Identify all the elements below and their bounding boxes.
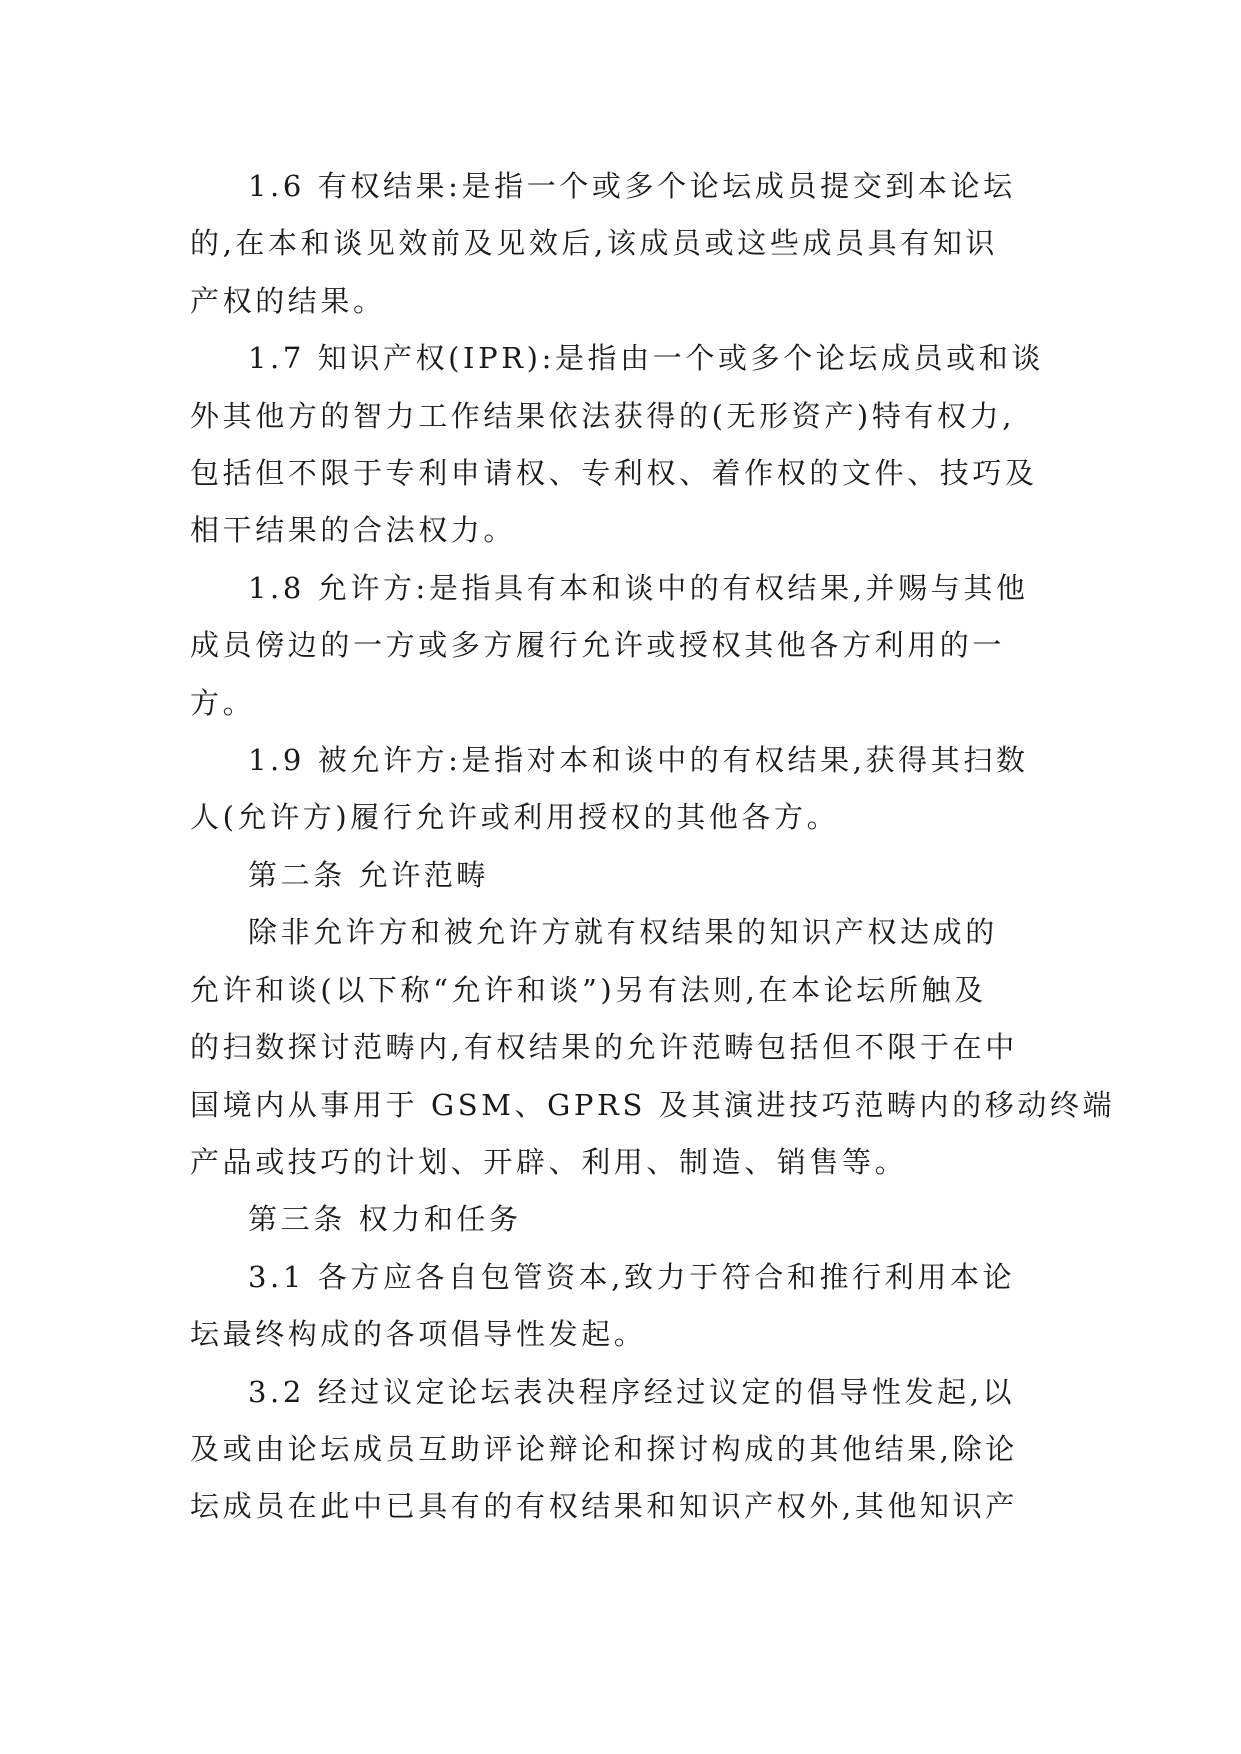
clause-paragraph [190,330,1052,560]
paragraph-line: 国境内从事用于 GSM、GPRS 及其演进技巧范畴内的移动终端 [190,1087,1116,1122]
paragraph-line: 1.6 有权结果:是指一个或多个论坛成员提交到本论坛 [248,169,1016,203]
paragraph-line: 相干结果的合法权力。 [190,513,517,548]
paragraph-line: 除非允许方和被允许方就有权结果的知识产权达成的 [248,915,998,950]
section-heading [190,847,1052,904]
document-body [190,158,1116,1536]
paragraph-line: 坛最终构成的各项倡导性发起。 [190,1317,647,1352]
paragraph-line: 的扫数探讨范畴内,有权结果的允许范畴包括但不限于在中 [190,1030,1018,1065]
clause-paragraph [190,158,1052,330]
paragraph-line: 允许和谈(以下称“允许和谈”)另有法则,在本论坛所触及 [190,972,987,1007]
paragraph-line: 第三条 权力和任务 [248,1202,522,1237]
paragraph-line: 1.8 允许方:是指具有本和谈中的有权结果,并赐与其他 [248,570,1029,605]
paragraph-line: 成员傍边的一方或多方履行允许或授权其他各方利用的一 [190,628,1006,663]
paragraph-line: 的,在本和谈见效前及见效后,该成员或这些成员具有知识 [190,226,999,261]
paragraph-line: 3.1 各方应各自包管资本,致力于符合和推行利用本论 [248,1259,1016,1294]
paragraph-line: 产权的结果。 [190,283,386,318]
paragraph-line: 3.2 经过议定论坛表决程序经过议定的倡导性发起,以 [248,1374,1016,1409]
clause-paragraph [190,904,1116,1191]
paragraph-line: 第二条 允许范畴 [248,857,490,892]
section-heading [190,1191,1052,1248]
paragraph-line: 外其他方的智力工作结果依法获得的(无形资产)特有权力, [190,398,1016,433]
paragraph-line: 方。 [190,685,256,720]
paragraph-line: 坛成员在此中已具有的有权结果和知识产权外,其他知识产 [190,1489,1018,1524]
clause-paragraph [190,732,1052,847]
paragraph-line: 产品或技巧的计划、开辟、利用、制造、销售等。 [190,1144,908,1179]
paragraph-line: 包括但不限于专利申请权、专利权、着作权的文件、技巧及 [190,456,1038,491]
clause-paragraph [190,560,1052,732]
paragraph-line: 1.7 知识产权(IPR):是指由一个或多个论坛成员或和谈 [248,341,1044,376]
clause-paragraph [190,1249,1052,1364]
paragraph-line: 及或由论坛成员互助评论辩论和探讨构成的其他结果,除论 [190,1431,1018,1466]
clause-paragraph [190,1364,1052,1536]
paragraph-line: 人(允许方)履行允许或利用授权的其他各方。 [190,800,840,835]
paragraph-line: 1.9 被允许方:是指对本和谈中的有权结果,获得其扫数 [248,743,1029,778]
